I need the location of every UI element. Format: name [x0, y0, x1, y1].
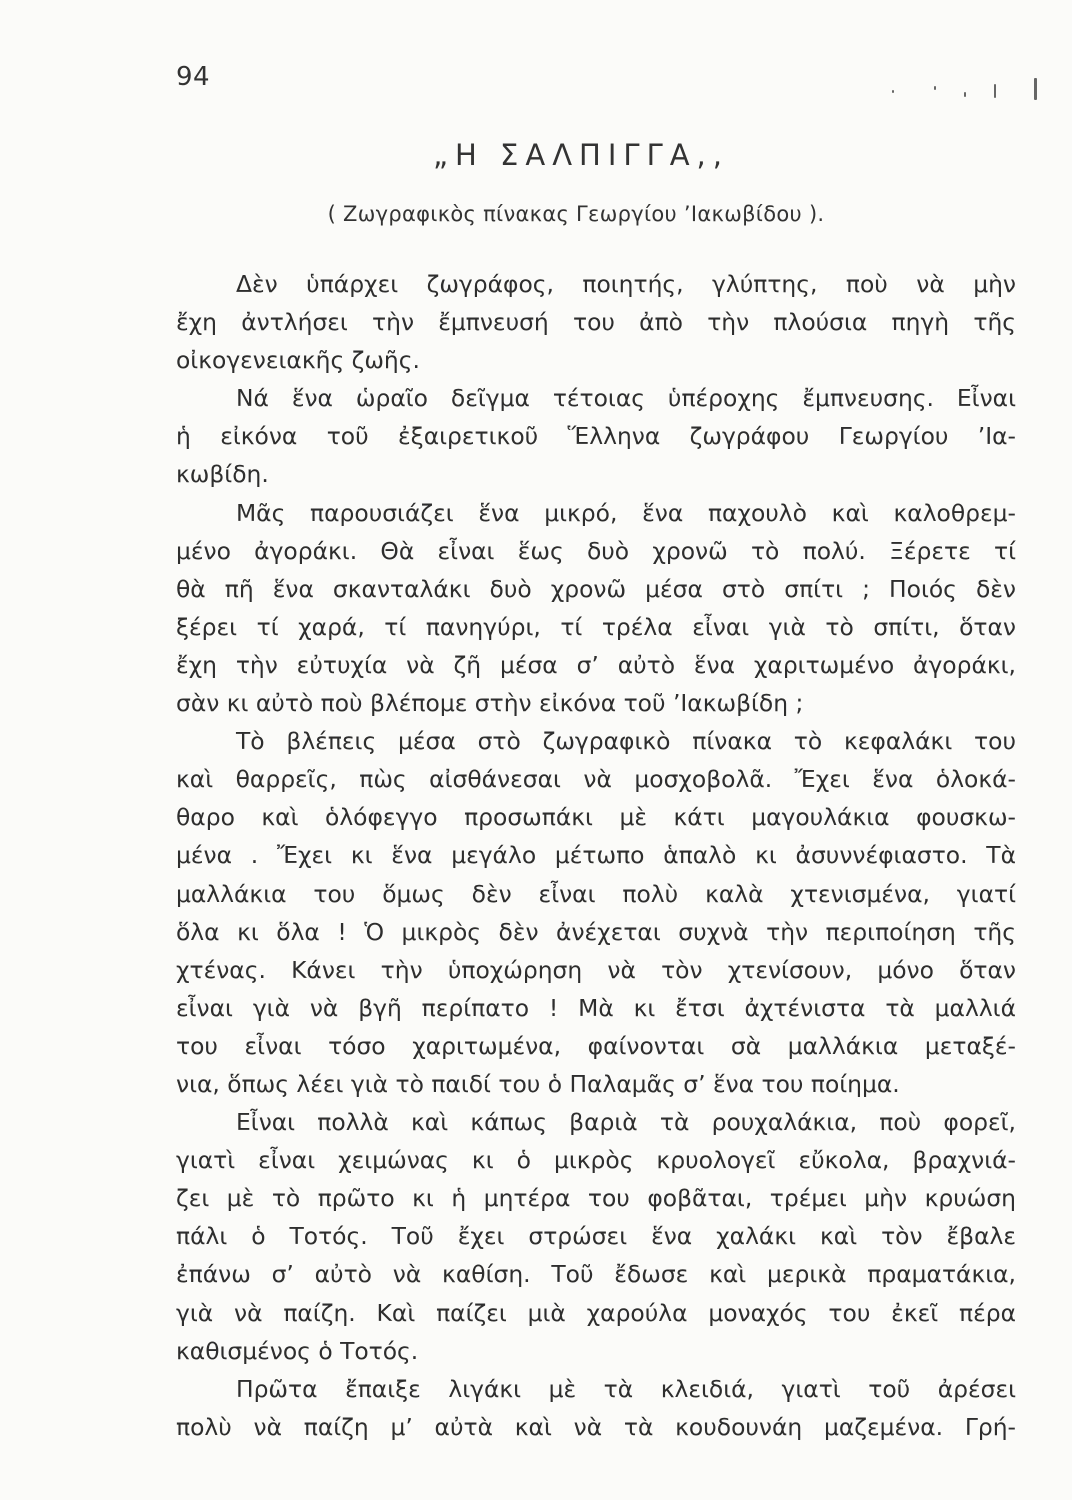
- text-line: εἶναι γιὰ νὰ βγῆ περίπατο ! Μὰ κι ἔτσι ἀχτένιστα τὰ μαλλιά: [176, 993, 1016, 1022]
- text-line: Πρῶτα ἔπαιξε λιγάκι μὲ τὰ κλειδιά, γιατὶ τοῦ ἀρέσει: [236, 1374, 1016, 1403]
- page-title: „Η ΣΑΛΠΙΓΓΑ,,: [433, 138, 729, 172]
- text-line: μένα . Ἔχει κι ἕνα μεγάλο μέτωπο ἁπαλὸ κι ἀσυννέφιαστο. Τὰ: [176, 841, 1016, 870]
- text-line: νια, ὅπως λέει γιὰ τὸ παιδί του ὁ Παλαμᾶς σ’ ἕνα του ποίημα.: [176, 1069, 900, 1098]
- text-line: ὅλα κι ὅλα ! Ὁ μικρὸς δὲν ἀνέχεται συχνὰ τὴν περιποίηση τῆς: [176, 917, 1016, 946]
- text-line: ἔχη τὴν εὐτυχία νὰ ζῆ μέσα σ’ αὐτὸ ἕνα χαριτωμένο ἀγοράκι,: [176, 650, 1016, 679]
- text-line: γιατὶ εἶναι χειμώνας κι ὁ μικρὸς κρυολογεῖ εὔκολα, βραχνιά-: [176, 1146, 1016, 1175]
- text-line: πολὺ νὰ παίζη μ’ αὐτὰ καὶ νὰ τὰ κουδουνάη μαζεμένα. Γρή-: [176, 1412, 1016, 1441]
- text-line: θαρο καὶ ὁλόφεγγο προσωπάκι μὲ κάτι μαγουλάκια φουσκω-: [176, 803, 1016, 832]
- text-line: Τὸ βλέπεις μέσα στὸ ζωγραφικὸ πίνακα τὸ κεφαλάκι του: [236, 727, 1016, 756]
- text-line: πάλι ὁ Τοτός. Τοῦ ἔχει στρώσει ἕνα χαλάκι καὶ τὸν ἔβαλε: [176, 1222, 1016, 1251]
- text-line: θὰ πῆ ἕνα σκανταλάκι δυὸ χρονῶ μέσα στὸ σπίτι ; Ποιός δὲν: [176, 574, 1016, 603]
- body-text: [176, 265, 1016, 1446]
- text-line: κωβίδη.: [176, 460, 269, 489]
- text-line: χτένας. Κάνει τὴν ὑποχώρηση νὰ τὸν χτενίσουν, μόνο ὅταν: [176, 955, 1016, 984]
- print-specks: [852, 78, 1052, 118]
- text-line: μαλλάκια του ὅμως δὲν εἶναι πολὺ καλὰ χτενισμένα, γιατί: [176, 879, 1016, 908]
- text-line: ἡ εἰκόνα τοῦ ἐξαιρετικοῦ Ἕλληνα ζωγράφου Γεωργίου ’Ια-: [176, 422, 1016, 451]
- text-line: σὰν κι αὐτὸ ποὺ βλέπομε στὴν εἰκόνα τοῦ ’Ιακωβίδη ;: [176, 689, 804, 718]
- text-line: ζει μὲ τὸ πρῶτο κι ἡ μητέρα του φοβᾶται, τρέμει μὴν κρυώση: [176, 1184, 1016, 1213]
- page-subtitle: ( Ζωγραφικὸς πίνακας Γεωργίου ’Ιακωβίδου ).: [327, 202, 825, 226]
- text-line: του εἶναι τόσο χαριτωμένα, φαίνονται σὰ μαλλάκια μεταξέ-: [176, 1031, 1016, 1060]
- text-line: ἔχη ἀντλήσει τὴν ἔμπνευσή του ἀπὸ τὴν πλούσια πηγὴ τῆς: [176, 308, 1016, 337]
- page-number: 94: [176, 62, 211, 92]
- text-line: ξέρει τί χαρά, τί πανηγύρι, τί τρέλα εἶναι γιὰ τὸ σπίτι, ὅταν: [176, 612, 1016, 641]
- text-line: Νά ἕνα ὡραῖο δεῖγμα τέτοιας ὑπέροχης ἔμπνευσης. Εἶναι: [236, 384, 1016, 413]
- text-line: Δὲν ὑπάρχει ζωγράφος, ποιητής, γλύπτης, ποὺ νὰ μὴν: [236, 270, 1016, 298]
- text-line: μένο ἀγοράκι. Θὰ εἶναι ἕως δυὸ χρονῶ τὸ πολύ. Ξέρετε τί: [176, 536, 1016, 565]
- text-line: καθισμένος ὁ Τοτός.: [176, 1336, 419, 1365]
- text-line: Εἶναι πολλὰ καὶ κάπως βαριὰ τὰ ρουχαλάκια, ποὺ φορεῖ,: [236, 1108, 1016, 1137]
- text-line: καὶ θαρρεῖς, πὼς αἰσθάνεσαι νὰ μοσχοβολᾶ. Ἔχει ἕνα ὁλοκά-: [176, 765, 1016, 794]
- text-line: γιὰ νὰ παίζη. Καὶ παίζει μιὰ χαρούλα μοναχός του ἐκεῖ πέρα: [176, 1298, 1016, 1327]
- text-line: ἐπάνω σ’ αὐτὸ νὰ καθίση. Τοῦ ἔδωσε καὶ μερικὰ πραματάκια,: [176, 1260, 1016, 1289]
- text-line: οἰκογενειακῆς ζωῆς.: [176, 346, 420, 375]
- text-line: Μᾶς παρουσιάζει ἕνα μικρό, ἕνα παχουλὸ καὶ καλοθρεμ-: [236, 498, 1016, 527]
